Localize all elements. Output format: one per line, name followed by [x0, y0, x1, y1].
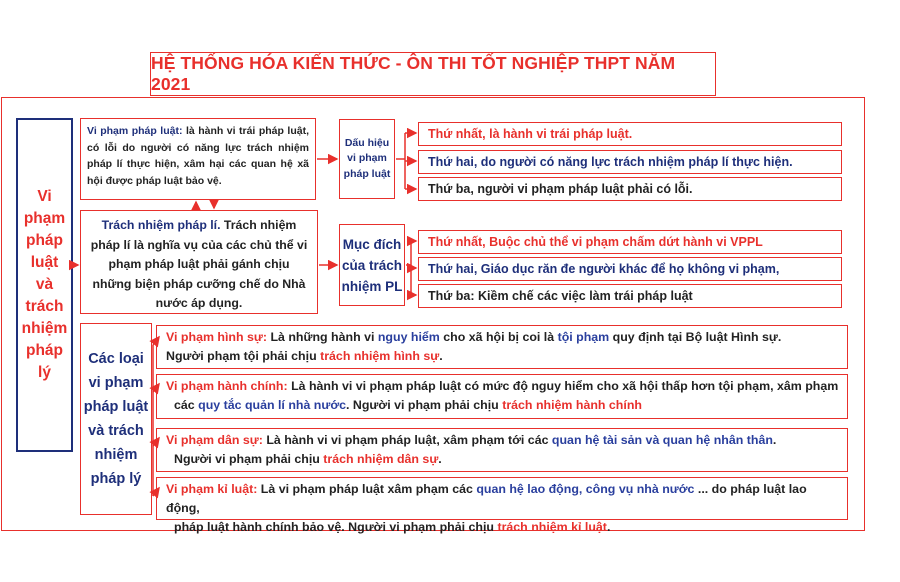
muc-dich-bracket [406, 241, 411, 295]
dau-hieu-label: Dấu hiệu vi phạm pháp luật [343, 136, 391, 180]
trach-nhiem-text: Trách nhiệm pháp lí là nghĩa vụ của các chủ thể vi phạm pháp luật phải gánh chịu những biện pháp cưỡng chế do Nhà nước áp dụng. [90, 218, 308, 310]
cac-loai-label: Các loại vi phạm pháp luật và trách nhiệm pháp lý [83, 351, 149, 487]
muc-dich-item-1: Thứ nhất, Buộc chủ thể vi phạm chấm dứt hành vi VPPL [418, 230, 842, 254]
vi-pham-term: Vi phạm pháp luật: [87, 125, 183, 137]
vi-pham-hinh-su-box: Vi phạm hình sự: Là những hành vi nguy hiểm cho xã hội bị coi là tội phạm quy định tại Bộ luật Hình sự. Người phạm tội phải chịu trách nhiệm hình sự. [156, 325, 848, 369]
dau-hieu-bracket [396, 133, 405, 189]
muc-dich-item-2: Thứ hai, Giáo dục răn đe người khác để họ không vi phạm, [418, 257, 842, 281]
dau-hieu-item-2: Thứ hai, do người có năng lực trách nhiệm pháp lí thực hiện. [418, 150, 842, 174]
page-title: HỆ THỐNG HÓA KIẾN THỨC - ÔN THI TỐT NGHIỆP THPT NĂM 2021 [151, 53, 676, 94]
muc-dich-label: Mục đích của trách nhiệm PL [341, 236, 403, 294]
trach-nhiem-term: Trách nhiệm pháp lí. [101, 218, 221, 232]
muc-dich-item-3: Thứ ba: Kiềm chế các việc làm trái pháp luật [418, 284, 842, 308]
dau-hieu-item-3: Thứ ba, người vi phạm pháp luật phải có lỗi. [418, 177, 842, 201]
vi-pham-ki-luat-box: Vi phạm kỉ luật: Là vi phạm pháp luật xâm phạm các quan hệ lao động, công vụ nhà nước ... do pháp luật lao động, pháp luật hành chính bảo vệ. Người vi phạm phải chịu trách nhiệm kỉ luật. [156, 477, 848, 520]
dau-hieu-item-1: Thứ nhất, là hành vi trái pháp luật. [418, 122, 842, 146]
vi-pham-text: là hành vi trái pháp luật, có lỗi do người có năng lực trách nhiệm pháp lí thực hiện, xâm hại các quan hệ xã hội được pháp luật bảo vệ. [87, 125, 309, 187]
vi-pham-dan-su-box: Vi phạm dân sự: Là hành vi vi phạm pháp luật, xâm phạm tới các quan hệ tài sản và quan hệ nhân thân. Người vi phạm phải chịu trách nhiệm dân sự. [156, 428, 848, 472]
vi-pham-hanh-chinh-box: Vi phạm hành chính: Là hành vi vi phạm pháp luật có mức độ nguy hiểm cho xã hội thấp hơn tội phạm, xâm phạm các quy tắc quản lí nhà nước. Người vi phạm phải chịu trách nhiệm hành chính [156, 374, 848, 419]
main-topic-label: Vi phạm pháp luật và trách nhiệm pháp lý [21, 188, 68, 381]
